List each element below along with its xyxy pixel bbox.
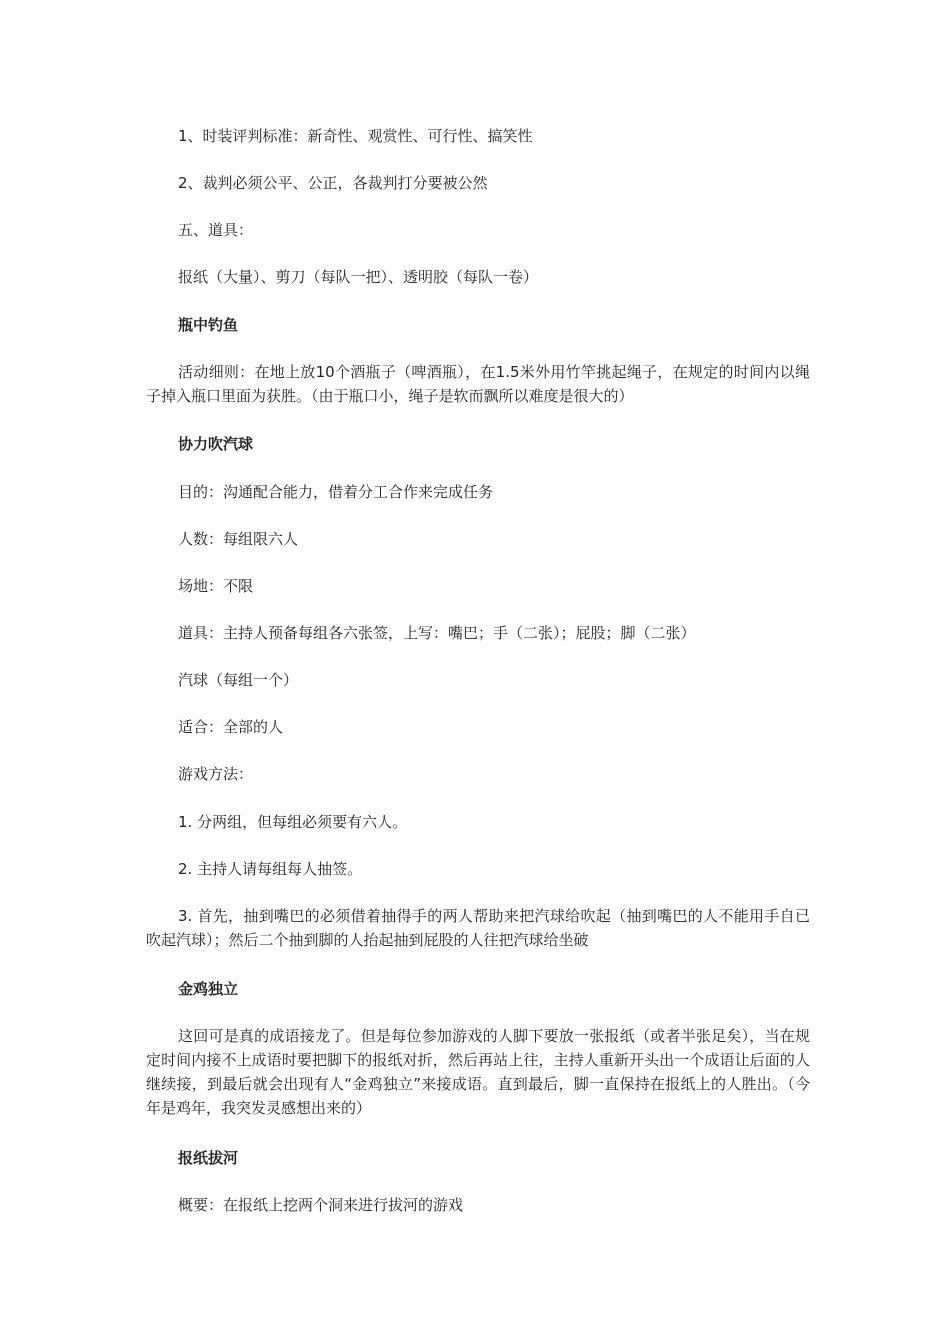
props-heading-line: 五、道具： bbox=[178, 221, 254, 239]
balloon-props: 道具：主持人预备每组各六张签，上写：嘴巴；手（二张）；屁股；脚（二张） bbox=[178, 624, 696, 642]
tug-of-war-summary: 概要：在报纸上挖两个洞来进行拔河的游戏 bbox=[178, 1196, 464, 1214]
golden-rooster-title: 金鸡独立 bbox=[178, 980, 239, 998]
tug-of-war-title: 报纸拔河 bbox=[178, 1149, 239, 1167]
balloon-step-3: 3. 首先，抽到嘴巴的必须借着抽得手的两人帮助来把汽球给吹起（抽到嘴巴的人不能用手自已吹起汽球）；然后二个抽到脚的人抬起抽到屁股的人往把汽球给坐破 bbox=[146, 907, 810, 949]
balloon-title: 协力吹汽球 bbox=[178, 435, 254, 453]
balloon-item: 汽球（每组一个） bbox=[178, 671, 299, 689]
balloon-suitable: 适合：全部的人 bbox=[178, 718, 284, 736]
balloon-people: 人数：每组限六人 bbox=[178, 530, 299, 548]
judging-fairness-line: 2、裁判必须公平、公正，各裁判打分要被公然 bbox=[178, 174, 488, 192]
balloon-step-2: 2. 主持人请每组每人抽签。 bbox=[178, 860, 363, 878]
golden-rooster-body: 这回可是真的成语接龙了。但是每位参加游戏的人脚下要放一张报纸（或者半张足矣），当在规定时间内接不上成语时要把脚下的报纸对折，然后再站上往，主持人重新开头出一个成语让后面的人继续接，到最后就会出现有人“金鸡独立”来接成语。直到最后，脚一直保持在报纸上的人胜出。（今年是鸡年，我突发灵感想出来的） bbox=[146, 1027, 810, 1117]
balloon-purpose: 目的：沟通配合能力，借着分工合作来完成任务 bbox=[178, 483, 494, 501]
bottle-fishing-rules: 活动细则：在地上放10个酒瓶子（啤酒瓶），在1.5米外用竹竿挑起绳子，在规定的时间内以绳子掉入瓶口里面为获胜。（由于瓶口小，绳子是软而飘所以难度是很大的） bbox=[146, 363, 810, 405]
balloon-venue: 场地：不限 bbox=[178, 577, 254, 595]
judging-criteria-line: 1、时装评判标准：新奇性、观赏性、可行性、搞笑性 bbox=[178, 127, 533, 145]
balloon-step-1: 1. 分两组，但每组必须要有六人。 bbox=[178, 813, 408, 831]
props-list-line: 报纸（大量）、剪刀（每队一把）、透明胶（每队一卷） bbox=[178, 268, 539, 286]
bottle-fishing-title: 瓶中钓鱼 bbox=[178, 316, 239, 334]
balloon-method-label: 游戏方法： bbox=[178, 765, 254, 783]
